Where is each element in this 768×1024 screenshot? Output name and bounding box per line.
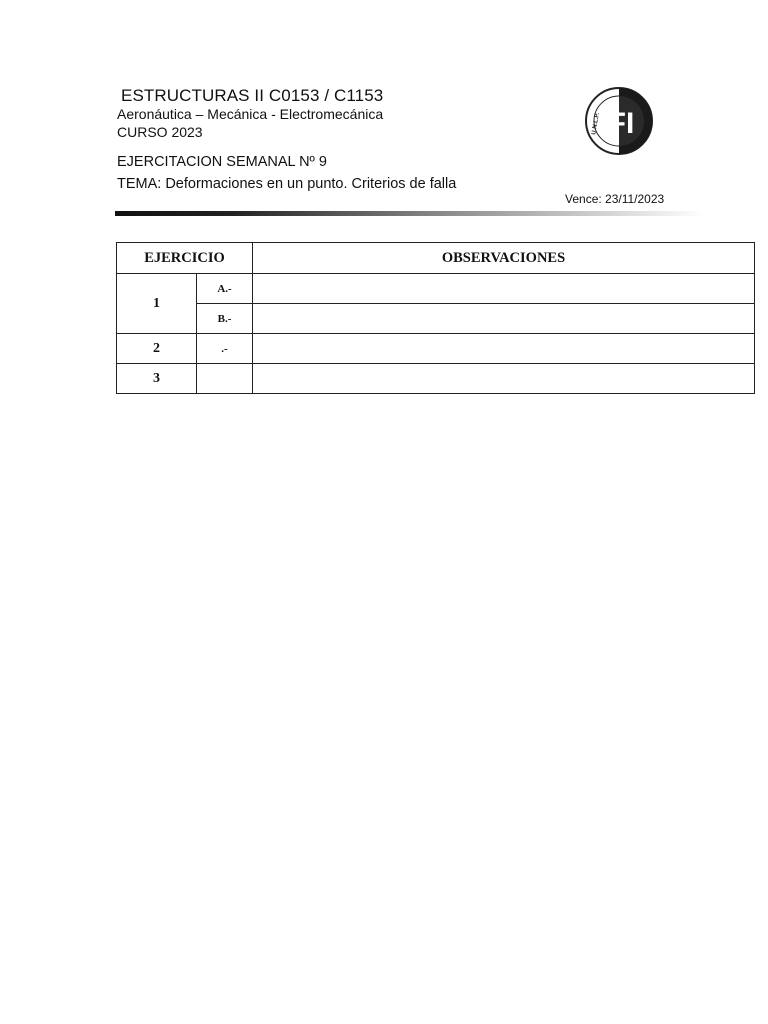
exercise-part-label: .- (197, 334, 253, 364)
table-row (117, 364, 755, 394)
observation-cell[interactable] (253, 304, 755, 334)
header-divider (115, 211, 705, 216)
exercise-part-label: B.- (197, 304, 253, 334)
exercise-number: 3 (117, 364, 197, 394)
course-title: ESTRUCTURAS II C0153 / C1153 (121, 86, 384, 105)
exercise-part-label (197, 364, 253, 394)
faculty-logo (583, 86, 655, 156)
table-row (117, 304, 755, 334)
header-observations: OBSERVACIONES (253, 243, 755, 274)
exercise-part-label: A.- (197, 274, 253, 304)
table-header-row (117, 243, 755, 274)
course-year: CURSO 2023 (117, 124, 203, 140)
table-row (117, 334, 755, 364)
observation-cell[interactable] (253, 364, 755, 394)
logo-letters: FI (607, 107, 635, 140)
exercise-number: 1 (117, 274, 197, 334)
careers-line: Aeronáutica – Mecánica - Electromecánica (117, 106, 384, 122)
due-date: Vence: 23/11/2023 (565, 192, 665, 206)
observation-cell[interactable] (253, 334, 755, 364)
assignment-title: EJERCITACION SEMANAL Nº 9 (117, 154, 327, 170)
topic-line: TEMA: Deformaciones en un punto. Criterios de falla (117, 176, 457, 192)
logo-ring-text: U.N.L.P. (591, 112, 601, 136)
header-exercise: EJERCICIO (117, 243, 253, 274)
observation-cell[interactable] (253, 274, 755, 304)
table-row (117, 274, 755, 304)
observations-table (116, 242, 755, 394)
exercise-number: 2 (117, 334, 197, 364)
